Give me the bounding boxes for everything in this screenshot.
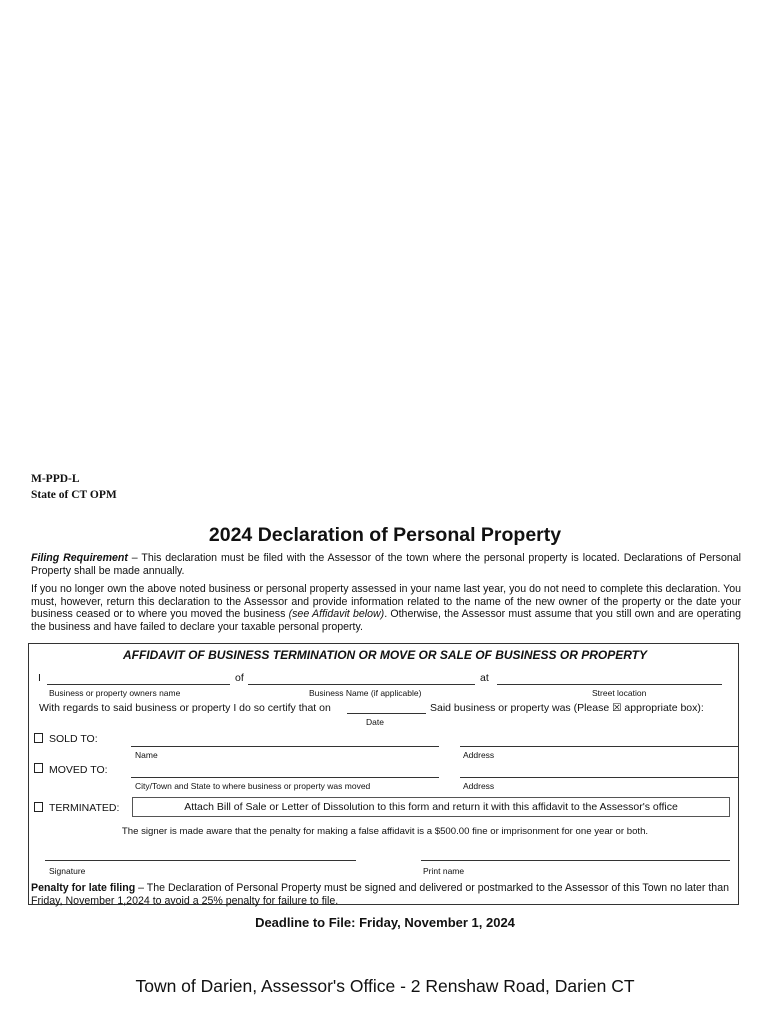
moved-to-city-field[interactable] bbox=[131, 777, 439, 778]
owner-name-field[interactable] bbox=[47, 684, 230, 685]
status-text: Said business or property was (Please ☒ appropriate box): bbox=[430, 702, 704, 714]
sold-to-checkbox[interactable] bbox=[34, 733, 43, 743]
print-name-caption: Print name bbox=[423, 866, 465, 876]
sold-to-name-field[interactable] bbox=[131, 746, 439, 747]
late-filing-text: – The Declaration of Personal Property must be signed and delivered or postmarked to the Assessor of this Town no later than Friday, November 1,2024 to avoid a 25% penalty for failure to file. bbox=[31, 882, 729, 907]
no-longer-own-paragraph bbox=[31, 583, 741, 633]
attach-note: Attach Bill of Sale or Letter of Dissolution to this form and return it with this affidavit to the Assessor's office bbox=[132, 797, 730, 817]
assessor-office-address: Town of Darien, Assessor's Office - 2 Renshaw Road, Darien CT bbox=[135, 976, 635, 996]
filing-requirement-text: – This declaration must be filed with the Assessor of the town where the personal property is located. Declarations of Personal Property shall be made annually. bbox=[31, 552, 741, 577]
sold-to-label: SOLD TO: bbox=[49, 733, 98, 745]
street-location-caption: Street location bbox=[592, 688, 647, 698]
late-filing-label: Penalty for late filing bbox=[31, 882, 136, 894]
address-caption: Address bbox=[463, 750, 495, 760]
city-caption: City/Town and State to where business or property was moved bbox=[135, 781, 371, 791]
affidavit-box bbox=[28, 643, 739, 905]
address-caption-2: Address bbox=[463, 781, 495, 791]
date-caption: Date bbox=[366, 717, 384, 727]
filing-deadline: Deadline to File: Friday, November 1, 2024 bbox=[255, 915, 515, 930]
page-title: 2024 Declaration of Personal Property bbox=[208, 524, 562, 546]
filing-requirement bbox=[31, 552, 741, 577]
form-code: M-PPD-L bbox=[31, 473, 80, 485]
at-label: at bbox=[480, 672, 489, 684]
paragraph-text-italic: (see Affidavit below) bbox=[288, 608, 385, 621]
owner-name-caption: Business or property owners name bbox=[49, 688, 181, 698]
late-filing-penalty bbox=[31, 882, 741, 908]
of-label: of bbox=[235, 672, 244, 684]
affidavit-title: AFFIDAVIT OF BUSINESS TERMINATION OR MOVE OR SALE OF BUSINESS OR PROPERTY bbox=[122, 648, 648, 662]
moved-to-label: MOVED TO: bbox=[49, 764, 108, 776]
paragraph-text-b: . Otherwise, the Assessor must assume that you still own and are operating the business and have failed to declare your taxable personal property. bbox=[31, 608, 741, 633]
false-affidavit-penalty: The signer is made aware that the penalty for making a false affidavit is a $500.00 fine or imprisonment for one year or both. bbox=[121, 826, 649, 837]
certify-text: With regards to said business or property I do so certify that on bbox=[39, 702, 331, 714]
street-location-field[interactable] bbox=[497, 684, 722, 685]
form-agency: State of CT OPM bbox=[31, 489, 117, 501]
filing-requirement-label: Filing Requirement bbox=[31, 552, 128, 564]
terminated-checkbox[interactable] bbox=[34, 802, 43, 812]
moved-to-address-field[interactable] bbox=[460, 777, 739, 778]
date-field[interactable] bbox=[347, 713, 426, 714]
signature-caption: Signature bbox=[49, 866, 86, 876]
paragraph-text-a: If you no longer own the above noted business or personal property assessed in your name last year, you do not need to complete this declaration. You must, however, return this declaration to the Assessor and provide information related to the name of the new owner of the property or the date your business ceased or to where you moved the business bbox=[31, 583, 741, 621]
business-name-caption: Business Name (if applicable) bbox=[309, 688, 422, 698]
form-code-block bbox=[31, 471, 117, 503]
moved-to-checkbox[interactable] bbox=[34, 763, 43, 773]
name-caption: Name bbox=[135, 750, 158, 760]
signature-field[interactable] bbox=[45, 860, 356, 861]
print-name-field[interactable] bbox=[421, 860, 730, 861]
business-name-field[interactable] bbox=[248, 684, 475, 685]
terminated-label: TERMINATED: bbox=[49, 802, 120, 814]
i-label: I bbox=[38, 672, 41, 684]
sold-to-address-field[interactable] bbox=[460, 746, 739, 747]
